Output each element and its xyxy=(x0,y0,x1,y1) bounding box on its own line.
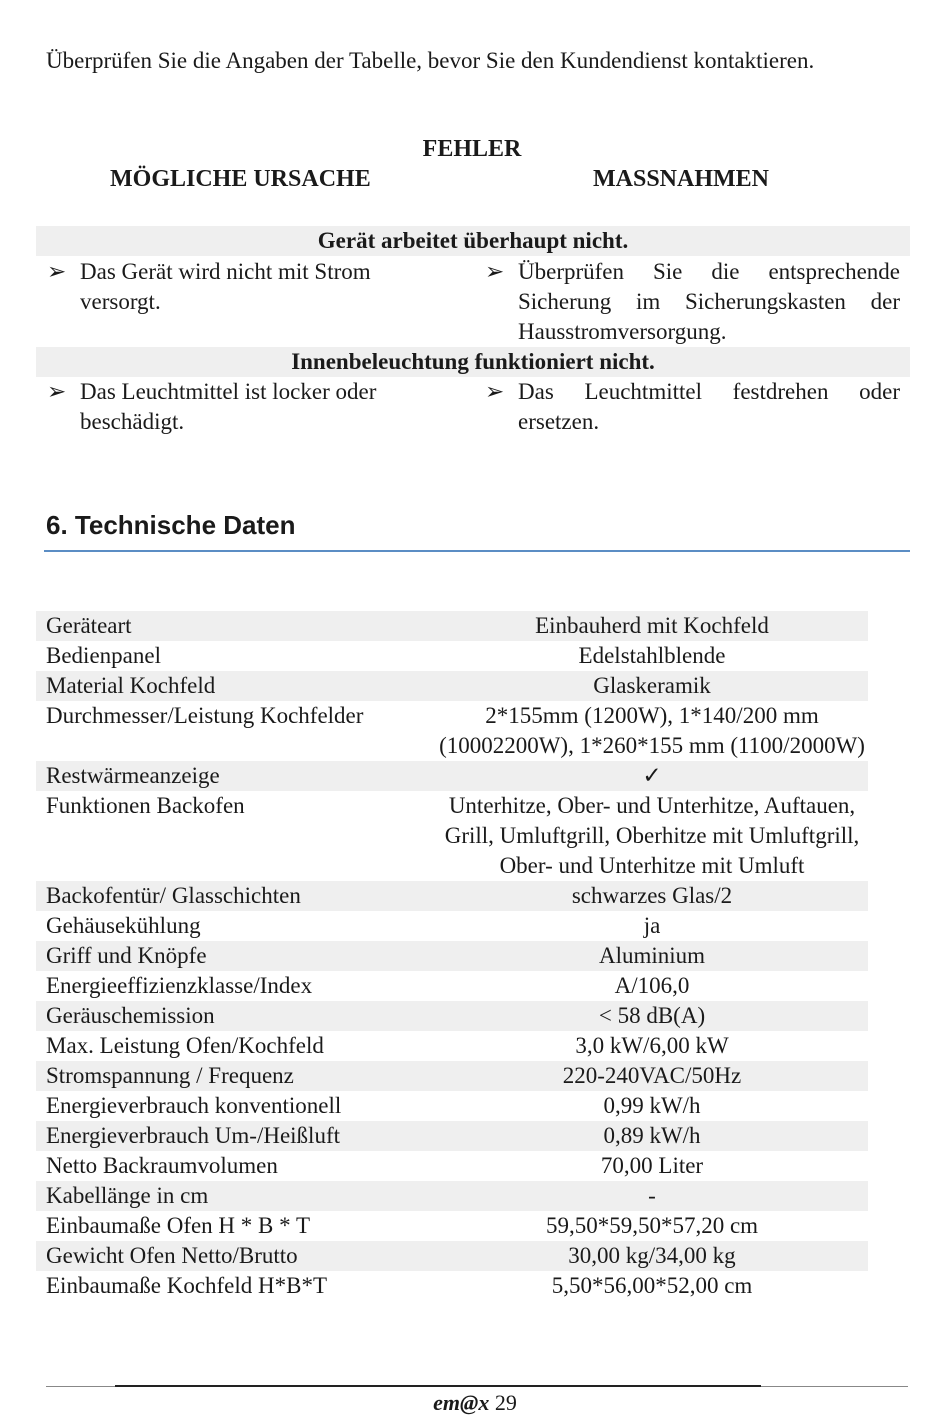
spec-key: Gehäusekühlung xyxy=(46,913,201,938)
spec-value: Edelstahlblende xyxy=(578,643,726,668)
spec-value: 220-240VAC/50Hz xyxy=(562,1063,742,1088)
fault-action-text: Überprüfen Sie die entsprechende Sicherung im Sicherungskasten der Hausstromversorgung. xyxy=(518,259,900,344)
spec-key: Einbaumaße Kochfeld H*B*T xyxy=(46,1273,328,1298)
spec-value: 59,50*59,50*57,20 cm xyxy=(545,1213,759,1238)
arrow-bullet-icon: ➢ xyxy=(47,259,67,284)
spec-row xyxy=(36,791,868,881)
spec-key: Restwärmeanzeige xyxy=(46,763,220,788)
spec-row xyxy=(36,881,868,911)
spec-table xyxy=(36,611,868,1301)
spec-row xyxy=(36,671,868,701)
section-title: 6. Technische Daten xyxy=(46,510,296,540)
spec-row xyxy=(36,1271,868,1301)
arrow-bullet-icon: ➢ xyxy=(485,259,505,284)
spec-row xyxy=(36,911,868,941)
spec-value: ✓ xyxy=(642,763,662,788)
spec-row xyxy=(36,1241,868,1271)
spec-value: Unterhitze, Ober- und Unterhitze, Auftauen, Grill, Umluftgrill, Oberhitze mit Umluftgrill, Ober- und Unterhitze mit Umluft xyxy=(444,793,860,878)
arrow-bullet-icon: ➢ xyxy=(485,379,505,404)
spec-key: Geräuschemission xyxy=(46,1003,215,1028)
spec-row xyxy=(36,1211,868,1241)
spec-value: - xyxy=(648,1183,656,1208)
spec-value: schwarzes Glas/2 xyxy=(571,883,733,908)
troubleshooting-header-action: MASSNAHMEN xyxy=(593,166,770,192)
spec-row xyxy=(36,1001,868,1031)
spec-key: Max. Leistung Ofen/Kochfeld xyxy=(46,1033,324,1058)
spec-key: Funktionen Backofen xyxy=(46,793,245,818)
spec-row xyxy=(36,611,868,641)
fault-cause-2 xyxy=(47,377,442,437)
spec-key: Geräteart xyxy=(46,613,132,638)
spec-value: Glaskeramik xyxy=(593,673,711,698)
spec-row xyxy=(36,1121,868,1151)
spec-value: < 58 dB(A) xyxy=(598,1003,706,1028)
arrow-bullet-icon: ➢ xyxy=(47,379,67,404)
troubleshooting-header-cause: MÖGLICHE URSACHE xyxy=(110,166,371,192)
spec-value: 70,00 Liter xyxy=(600,1153,704,1178)
spec-value: 30,00 kg/34,00 kg xyxy=(568,1243,736,1268)
spec-row xyxy=(36,1151,868,1181)
fault-action-1 xyxy=(485,257,900,347)
spec-key: Backofentür/ Glasschichten xyxy=(46,883,301,908)
spec-row xyxy=(36,941,868,971)
spec-key: Netto Backraumvolumen xyxy=(46,1153,278,1178)
spec-key: Bedienpanel xyxy=(46,643,161,668)
brand-logo: em@x xyxy=(433,1390,490,1415)
troubleshooting-header-fehler: FEHLER xyxy=(422,136,522,162)
spec-key: Einbaumaße Ofen H * B * T xyxy=(46,1213,311,1238)
page-number: 29 xyxy=(494,1390,517,1415)
spec-key: Griff und Knöpfe xyxy=(46,943,207,968)
spec-key: Energieverbrauch konventionell xyxy=(46,1093,342,1118)
spec-row xyxy=(36,1031,868,1061)
spec-value: Einbauherd mit Kochfeld xyxy=(535,613,769,638)
fault-cause-1 xyxy=(47,257,442,317)
spec-row xyxy=(36,971,868,1001)
fault-action-text: Das Leuchtmittel festdrehen oder ersetzen. xyxy=(518,379,900,434)
spec-row xyxy=(36,641,868,671)
spec-value: 5,50*56,00*52,00 cm xyxy=(551,1273,753,1298)
spec-value: 0,89 kW/h xyxy=(603,1123,701,1148)
fault-cause-text: Das Gerät wird nicht mit Strom versorgt. xyxy=(80,259,371,314)
page-footer xyxy=(0,1390,950,1416)
spec-row xyxy=(36,1091,868,1121)
fault-title-1: Gerät arbeitet überhaupt nicht. xyxy=(36,226,910,256)
spec-value: Aluminium xyxy=(598,943,706,968)
spec-key: Energieverbrauch Um-/Heißluft xyxy=(46,1123,340,1148)
spec-value: 0,99 kW/h xyxy=(603,1093,701,1118)
spec-value: A/106,0 xyxy=(614,973,690,998)
spec-row xyxy=(36,701,868,761)
fault-action-2 xyxy=(485,377,900,437)
intro-paragraph: Überprüfen Sie die Angaben der Tabelle, bevor Sie den Kundendienst kontaktieren. xyxy=(46,48,815,73)
spec-value: ja xyxy=(643,913,661,938)
spec-key: Stromspannung / Frequenz xyxy=(46,1063,294,1088)
footer-divider-accent xyxy=(115,1385,761,1387)
spec-key: Energieeffizienzklasse/Index xyxy=(46,973,313,998)
spec-row xyxy=(36,1181,868,1211)
spec-key: Durchmesser/Leistung Kochfelder xyxy=(46,703,364,728)
spec-key: Gewicht Ofen Netto/Brutto xyxy=(46,1243,298,1268)
spec-row xyxy=(36,761,868,791)
fault-cause-text: Das Leuchtmittel ist locker oder beschädigt. xyxy=(80,379,377,434)
spec-value: 2*155mm (1200W), 1*140/200 mm (10002200W), 1*260*155 mm (1100/2000W) xyxy=(439,703,865,758)
spec-row xyxy=(36,1061,868,1091)
spec-key: Material Kochfeld xyxy=(46,673,216,698)
spec-key: Kabellänge in cm xyxy=(46,1183,209,1208)
spec-value: 3,0 kW/6,00 kW xyxy=(575,1033,729,1058)
section-divider xyxy=(44,550,910,552)
fault-title-2: Innenbeleuchtung funktioniert nicht. xyxy=(36,347,910,377)
